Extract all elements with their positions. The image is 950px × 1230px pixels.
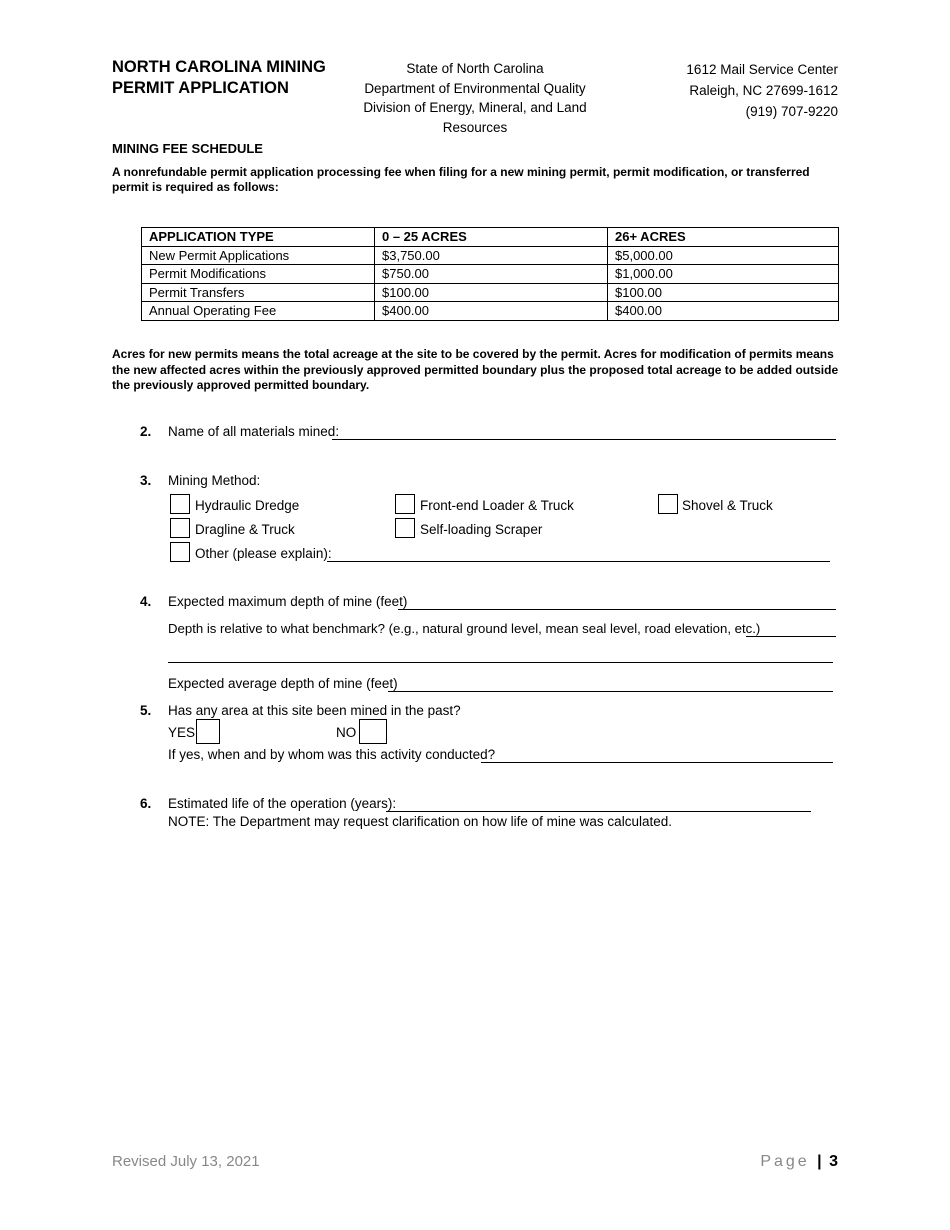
scraper-label: Self-loading Scraper <box>420 522 543 537</box>
q6-label: Estimated life of the operation (years): <box>168 796 397 811</box>
no-checkbox[interactable] <box>359 719 387 744</box>
revision-date: Revised July 13, 2021 <box>112 1153 260 1170</box>
page-indicator <box>760 1153 838 1171</box>
table-cell: Annual Operating Fee <box>142 302 375 321</box>
form-title-line2: PERMIT APPLICATION <box>112 79 289 97</box>
prior-mining-field[interactable] <box>481 762 833 763</box>
q2-label: Name of all materials mined: <box>168 424 340 439</box>
q3-number: 3. <box>140 473 152 488</box>
table-row <box>142 246 839 265</box>
agency-department: Department of Environmental Quality <box>364 80 586 96</box>
form-title-line1: NORTH CAROLINA MINING <box>112 58 326 76</box>
table-cell: $750.00 <box>375 265 608 284</box>
q6-number: 6. <box>140 796 152 811</box>
q4-number: 4. <box>140 594 152 609</box>
phone-number: (919) 707-9220 <box>745 104 838 119</box>
table-row <box>142 302 839 321</box>
form-title <box>112 57 326 99</box>
agency-state: State of North Carolina <box>406 61 544 76</box>
q5-number: 5. <box>140 703 152 718</box>
table-cell: Permit Transfers <box>142 283 375 302</box>
table-row <box>142 283 839 302</box>
benchmark-field[interactable] <box>746 636 836 637</box>
shovel-truck-checkbox[interactable] <box>658 494 678 514</box>
table-row <box>142 265 839 284</box>
col-header-large: 26+ ACRES <box>608 228 839 247</box>
agency-block <box>330 59 620 137</box>
address-block <box>686 59 838 122</box>
col-header-type: APPLICATION TYPE <box>142 228 375 247</box>
col-header-small: 0 – 25 ACRES <box>375 228 608 247</box>
shovel-truck-label: Shovel & Truck <box>682 498 773 513</box>
max-depth-label: Expected maximum depth of mine (feet) <box>168 594 408 609</box>
yes-label: YES <box>168 725 196 740</box>
table-cell: $1,000.00 <box>608 265 839 284</box>
frontend-loader-label: Front-end Loader & Truck <box>420 498 574 513</box>
page-number: 3 <box>829 1153 838 1170</box>
table-cell: $400.00 <box>608 302 839 321</box>
fee-schedule-intro: A nonrefundable permit application processing fee when filing for a new mining permit, permit modification, or transferred permit is required as follows: <box>112 165 810 194</box>
benchmark-label: Depth is relative to what benchmark? (e.g., natural ground level, mean seal level, road elevation, etc.) <box>168 621 761 636</box>
table-cell: $100.00 <box>375 283 608 302</box>
max-depth-field[interactable] <box>398 609 836 610</box>
fee-table-header <box>142 228 839 247</box>
q2-number: 2. <box>140 424 152 439</box>
address-line2: Raleigh, NC 27699-1612 <box>689 83 838 98</box>
scraper-checkbox[interactable] <box>395 518 415 538</box>
no-label: NO <box>336 725 357 740</box>
dragline-truck-label: Dragline & Truck <box>195 522 295 537</box>
fee-schedule-title: MINING FEE SCHEDULE <box>112 141 263 156</box>
benchmark-field-continued[interactable] <box>168 662 833 663</box>
frontend-loader-checkbox[interactable] <box>395 494 415 514</box>
table-cell: Permit Modifications <box>142 265 375 284</box>
operation-life-field[interactable] <box>386 811 811 812</box>
address-line1: 1612 Mail Service Center <box>686 62 838 77</box>
q3-label: Mining Method: <box>168 473 261 488</box>
avg-depth-label: Expected average depth of mine (feet) <box>168 676 398 691</box>
table-cell: $3,750.00 <box>375 246 608 265</box>
avg-depth-field[interactable] <box>388 691 833 692</box>
fee-table <box>141 227 839 321</box>
table-cell: New Permit Applications <box>142 246 375 265</box>
q6-note: NOTE: The Department may request clarification on how life of mine was calculated. <box>168 814 672 829</box>
hydraulic-dredge-checkbox[interactable] <box>170 494 190 514</box>
yes-checkbox[interactable] <box>196 719 220 744</box>
table-cell: $5,000.00 <box>608 246 839 265</box>
other-method-field[interactable] <box>327 561 830 562</box>
hydraulic-dredge-label: Hydraulic Dredge <box>195 498 300 513</box>
materials-mined-field[interactable] <box>332 439 836 440</box>
q5-followup-label: If yes, when and by whom was this activity conducted? <box>168 747 496 762</box>
other-method-checkbox[interactable] <box>170 542 190 562</box>
table-cell: $400.00 <box>375 302 608 321</box>
acreage-note: Acres for new permits means the total acreage at the site to be covered by the permit. Acres for modification of permits means the new affected acres within the previously approved permitted boundary plus the proposed total acreage to be added outside the previously approved permitted boundary. <box>112 347 839 392</box>
q5-label: Has any area at this site been mined in the past? <box>168 703 461 718</box>
dragline-truck-checkbox[interactable] <box>170 518 190 538</box>
agency-division: Division of Energy, Mineral, and Land Resources <box>363 100 587 135</box>
page-word: Page <box>760 1153 810 1170</box>
page-separator: | <box>817 1153 822 1170</box>
table-cell: $100.00 <box>608 283 839 302</box>
other-method-label: Other (please explain): <box>195 546 332 561</box>
